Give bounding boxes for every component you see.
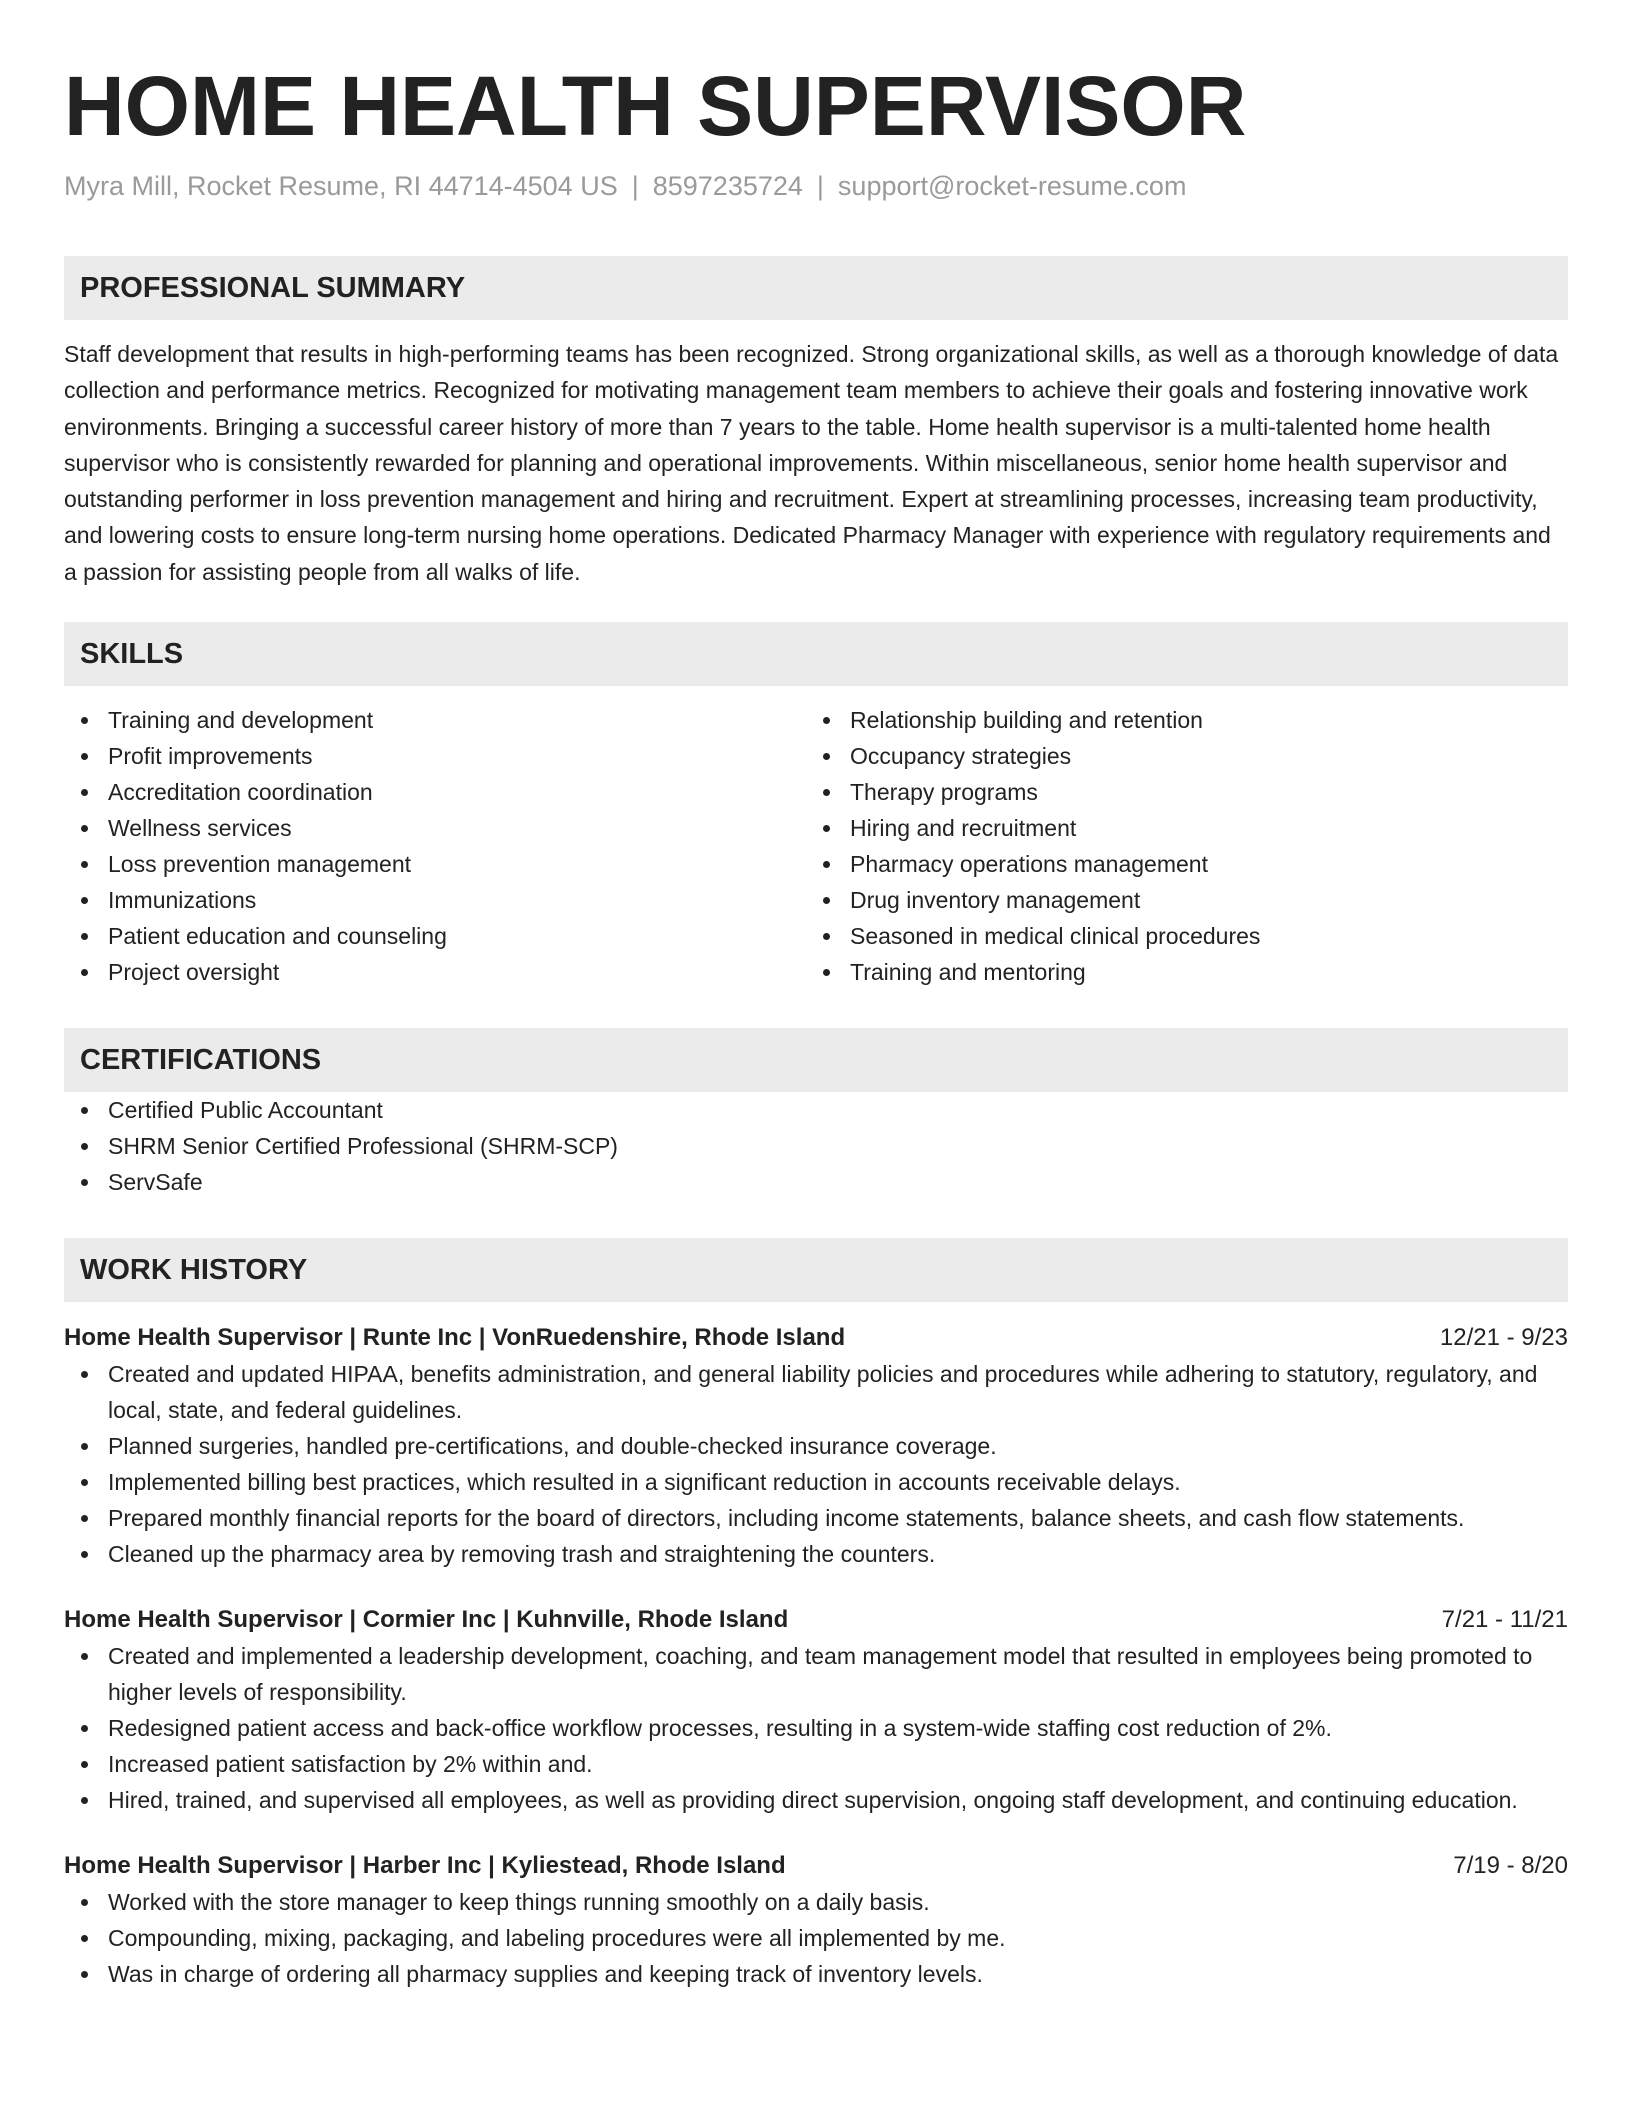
job-bullet: Hired, trained, and supervised all employees, as well as providing direct supervision, ongoing staff development, and continuing education. — [64, 1782, 1568, 1818]
job-title: Home Health Supervisor | Cormier Inc | Kuhnville, Rhode Island — [64, 1606, 789, 1634]
contact-email: support@rocket-resume.com — [837, 171, 1187, 201]
skill-item: Profit improvements — [64, 738, 806, 774]
job-dates: 7/21 - 11/21 — [1441, 1606, 1568, 1634]
contact-separator: | — [816, 171, 824, 201]
resume-page — [64, 0, 1568, 1992]
skill-item: Wellness services — [64, 810, 806, 846]
job-bullet: Implemented billing best practices, which resulted in a significant reduction in accounts receivable delays. — [64, 1464, 1568, 1500]
contact-phone: 8597235724 — [652, 171, 803, 201]
skill-item: Immunizations — [64, 882, 806, 918]
job-bullet: Created and implemented a leadership development, coaching, and team management model that resulted in employees being promoted to higher levels of responsibility. — [64, 1638, 1568, 1710]
skill-item: Training and development — [64, 702, 806, 738]
skill-item: Seasoned in medical clinical procedures — [806, 918, 1548, 954]
skills-list-right — [806, 702, 1548, 990]
job-bullet-list — [64, 1884, 1568, 1992]
job-bullet: Was in charge of ordering all pharmacy supplies and keeping track of inventory levels. — [64, 1956, 1568, 1992]
skill-item: Hiring and recruitment — [806, 810, 1548, 846]
contact-separator: | — [631, 171, 639, 201]
skill-item: Project oversight — [64, 954, 806, 990]
job-dates: 7/19 - 8/20 — [1453, 1852, 1568, 1880]
job-title: Home Health Supervisor | Runte Inc | VonRuedenshire, Rhode Island — [64, 1324, 846, 1352]
certification-item: SHRM Senior Certified Professional (SHRM-SCP) — [64, 1128, 1568, 1164]
skill-item: Therapy programs — [806, 774, 1548, 810]
summary-paragraph: Staff development that results in high-performing teams has been recognized. Strong organizational skills, as well as a thorough knowledge of data collection and performance metrics. Recognized for motivating management team members to achieve their goals and fostering innovative work environments. Bringing a successful career history of more than 7 years to the table. Home health supervisor is a multi-talented home health supervisor who is consistently rewarded for planning and operational improvements. Within miscellaneous, senior home health supervisor and outstanding performer in loss prevention management and hiring and recruitment. Expert at streamlining processes, increasing team productivity, and lowering costs to ensure long-term nursing home operations. Dedicated Pharmacy Manager with experience with regulatory requirements and a passion for assisting people from all walks of life. — [64, 341, 1559, 585]
section-heading-certifications: CERTIFICATIONS — [64, 1028, 1568, 1092]
skills-list-left — [64, 702, 806, 990]
job-bullet-list — [64, 1356, 1568, 1572]
job-entry — [64, 1602, 1568, 1818]
skills-columns — [64, 702, 1568, 990]
job-bullet: Increased patient satisfaction by 2% within and. — [64, 1746, 1568, 1782]
contact-address: Myra Mill, Rocket Resume, RI 44714-4504 US — [64, 171, 618, 201]
section-heading-work-history: WORK HISTORY — [64, 1238, 1568, 1302]
job-header — [64, 1848, 1568, 1884]
job-bullet: Compounding, mixing, packaging, and labeling procedures were all implemented by me. — [64, 1920, 1568, 1956]
job-header — [64, 1320, 1568, 1356]
contact-line — [64, 168, 1568, 204]
certification-item: Certified Public Accountant — [64, 1092, 1568, 1128]
job-header — [64, 1602, 1568, 1638]
job-title: Home Health Supervisor | Harber Inc | Kyliestead, Rhode Island — [64, 1852, 786, 1880]
job-bullet: Redesigned patient access and back-office workflow processes, resulting in a system-wide staffing cost reduction of 2%. — [64, 1710, 1568, 1746]
job-bullet: Created and updated HIPAA, benefits administration, and general liability policies and procedures while adhering to statutory, regulatory, and local, state, and federal guidelines. — [64, 1356, 1568, 1428]
job-bullet: Worked with the store manager to keep things running smoothly on a daily basis. — [64, 1884, 1568, 1920]
job-entry — [64, 1848, 1568, 1992]
certifications-list — [64, 1092, 1568, 1200]
page-title: HOME HEALTH SUPERVISOR — [64, 59, 1247, 153]
skill-item: Occupancy strategies — [806, 738, 1548, 774]
certification-item: ServSafe — [64, 1164, 1568, 1200]
job-bullet-list — [64, 1638, 1568, 1818]
job-entry — [64, 1320, 1568, 1572]
skill-item: Pharmacy operations management — [806, 846, 1548, 882]
skill-item: Loss prevention management — [64, 846, 806, 882]
job-dates: 12/21 - 9/23 — [1439, 1324, 1568, 1352]
section-heading-skills: SKILLS — [64, 622, 1568, 686]
skill-item: Drug inventory management — [806, 882, 1548, 918]
section-heading-summary: PROFESSIONAL SUMMARY — [64, 256, 1568, 320]
skill-item: Training and mentoring — [806, 954, 1548, 990]
job-bullet: Prepared monthly financial reports for the board of directors, including income statements, balance sheets, and cash flow statements. — [64, 1500, 1568, 1536]
skill-item: Patient education and counseling — [64, 918, 806, 954]
skill-item: Relationship building and retention — [806, 702, 1548, 738]
skill-item: Accreditation coordination — [64, 774, 806, 810]
job-bullet: Planned surgeries, handled pre-certifications, and double-checked insurance coverage. — [64, 1428, 1568, 1464]
job-bullet: Cleaned up the pharmacy area by removing trash and straightening the counters. — [64, 1536, 1568, 1572]
